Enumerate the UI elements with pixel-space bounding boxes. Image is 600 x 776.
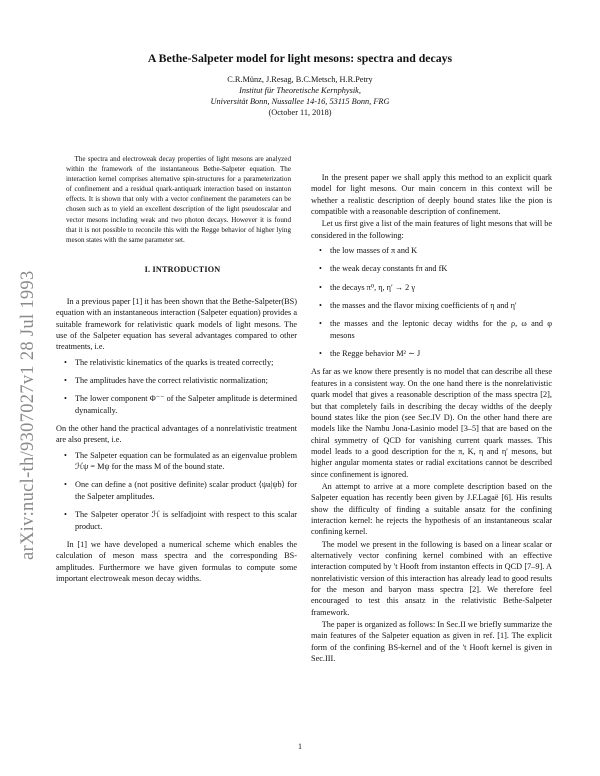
paragraph: On the other hand the practical advantages of a nonrelativistic treatment are also present, i.e. xyxy=(56,424,297,445)
list-item: • The Salpeter equation can be formulated as an eigenvalue problem ℋψ = Mψ for the mass M of the bound state. xyxy=(64,450,297,473)
author-list: C.R.Münz, J.Resag, B.C.Metsch, H.R.Petry xyxy=(227,75,373,84)
paragraph: The model we present in the following is based on a linear scalar or alternatively vector confining kernel combined with an effective interaction computed by 't Hooft from instanton effects in QCD [7–9]. A nonrelativistic version of this interaction has already lead to good results for the meson and baryon mass spectra [2]. We therefore feel encouraged to test this ansatz in the relativistic Bethe-Salpeter framework. xyxy=(311,539,552,617)
list-item: • the masses and the leptonic decay widths for the ρ, ω and φ mesons xyxy=(319,318,552,341)
right-column xyxy=(311,172,552,665)
paper-title: A Bethe-Salpeter model for light mesons: spectra and decays xyxy=(147,51,453,65)
list-item: • The lower component Φ⁻⁻ of the Salpeter amplitude is determined dynamically. xyxy=(64,393,297,416)
list-item: • the decays π⁰, η, η′ → 2 γ xyxy=(319,282,552,293)
list-item: • The relativistic kinematics of the quarks is treated correctly; xyxy=(64,357,297,368)
paragraph: In a previous paper [1] it has been shown that the Bethe-Salpeter(BS) equation with an instantaneous interaction (Salpeter equation) provides a suitable framework for relativistic quark models of light mesons. The use of the Salpeter equation has several advantages compared to other treatments, i.e. xyxy=(56,297,297,352)
list-item: • the masses and the flavor mixing coefficients of η and η′ xyxy=(319,300,552,311)
advantages-list xyxy=(56,357,297,416)
list-item: • One can define a (not positive definite) scalar product ⟨ψa|ψb⟩ for the Salpeter amplitudes. xyxy=(64,479,297,502)
paragraph: An attempt to arrive at a more complete description based on the Salpeter equation has recently been given by J.F.Lagaë [6]. His results show the difficulty of finding a suitable ansatz for the confining interaction kernel: he rejects the hypothesis of an instantaneous scalar confining kernel. xyxy=(311,481,552,537)
list-item: • The amplitudes have the correct relativistic normalization; xyxy=(64,375,297,386)
affiliation-line-1: Institut für Theoretische Kernphysik, xyxy=(239,86,361,95)
nonrelativistic-advantages-list xyxy=(56,450,297,532)
arxiv-identifier-stamp: arXiv:nucl-th/9307027v1 28 Jul 1993 xyxy=(18,270,38,560)
section-heading-introduction: I. INTRODUCTION xyxy=(144,265,221,274)
meson-features-list xyxy=(311,245,552,359)
paragraph: Let us first give a list of the main features of light mesons that will be considered in the following: xyxy=(311,219,552,240)
list-item: • the low masses of π and K xyxy=(319,245,552,256)
paper-date: (October 11, 2018) xyxy=(268,108,332,117)
paragraph: The paper is organized as follows: In Sec.II we briefly summarize the main features of the Salpeter equation as given in ref. [1]. The explicit form of the confining BS-kernel and of the 't Hooft kernel is given in Sec.III. xyxy=(311,620,552,664)
list-item: • The Salpeter operator ℋ is selfadjoint with respect to this scalar product. xyxy=(64,509,297,532)
affiliation-line-2: Universität Bonn, Nussallee 14-16, 53115 Bonn, FRG xyxy=(210,97,390,106)
left-column xyxy=(56,296,297,585)
paragraph: In [1] we have developed a numerical scheme which enables the calculation of meson mass spectra and the corresponding BS-amplitudes. Furthermore we have given formulas to compute some important electroweak meson decay widths. xyxy=(56,539,297,583)
abstract: The spectra and electroweak decay properties of light mesons are analyzed within the framework of the instantaneous Bethe-Salpeter equation. The interaction kernel comprises alternative spin-structures for a parameterization of confinement and a residual quark-antiquark interaction based on instanton effects. It is shown that only with a vector confinement the parameters can be chosen such as to yield an excellent description of the light pseudoscalar and vector mesons including weak and two photon decays. However it is found that it is not possible to reconcile this with the Regge behavior of higher lying meson states with the same parameter set. xyxy=(66,155,291,244)
paragraph: As far as we know there presently is no model that can describe all these features in a consistent way. On the one hand there is the nonrelativistic quark model that gives a reasonable description of the mass spectra [2], but that completely fails in describing the decay widths of the deeply bound states like the pion (see Sec.IV D). On the other hand there are models like the Nambu Jona-Lasinio model [3–5] that are based on the chiral symmetry of QCD for vanishing current quark masses. This model leads to a good description for the π, K, η and η′ mesons, but higher angular momenta states or radial excitations cannot be described since confinement is ignored. xyxy=(311,367,552,479)
paragraph: In the present paper we shall apply this method to an explicit quark model for light mesons. Our main concern in this context will be whether a realistic description of deeply bound states like the pion is compatible with a reasonable description of confinement. xyxy=(311,173,552,217)
list-item: • the weak decay constants fπ and fK xyxy=(319,263,552,274)
page-number: 1 xyxy=(298,742,302,751)
list-item: • the Regge behavior M² ∼ J xyxy=(319,348,552,359)
